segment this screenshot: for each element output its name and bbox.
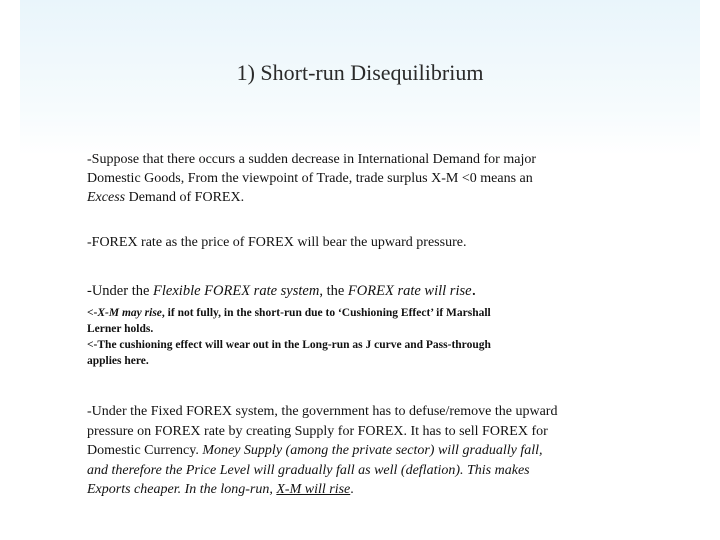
p3-lead: -Under the	[87, 283, 154, 299]
p4-line-3: <-The cushioning effect will wear out in the Long-run as J curve and Pass-through	[87, 339, 491, 351]
p4-lead: <-	[87, 307, 98, 319]
p5-line-3	[87, 441, 647, 461]
p1-excess-word: Excess	[87, 190, 126, 205]
paragraph-excess-demand	[87, 150, 647, 207]
p5-line-3-italic: Money Supply (among the private sector) will gradually fall,	[202, 443, 543, 458]
p5-line-5-underline: X-M will rise	[276, 482, 351, 497]
p5-line-5-end: .	[350, 482, 354, 497]
paragraph-flexible-system	[87, 280, 647, 301]
p3-system: Flexible FOREX rate system	[153, 283, 320, 299]
p1-line-3	[87, 188, 647, 207]
paragraph-upward-pressure: -FOREX rate as the price of FOREX will bear the upward pressure.	[87, 235, 467, 250]
p4-line-4: applies here.	[87, 355, 149, 367]
paragraph-cushioning-effect	[87, 305, 597, 369]
p3-end: .	[471, 279, 477, 299]
p5-line-2: pressure on FOREX rate by creating Supply for FOREX. It has to sell FOREX for	[87, 423, 548, 439]
p1-line-1: -Suppose that there occurs a sudden decrease in International Demand for major	[87, 152, 536, 167]
p4-em: X-M may rise	[97, 307, 162, 319]
p1-line-3-rest: Demand of FOREX.	[125, 190, 245, 205]
p5-line-5	[87, 480, 647, 500]
p4-line-1-rest: , if not fully, in the short-run due to ‘Cushioning Effect’ if Marshall	[161, 307, 491, 319]
p5-line-1: -Under the Fixed FOREX system, the government has to defuse/remove the upward	[87, 404, 558, 419]
p4-line-1	[87, 305, 597, 321]
p1-line-2: Domestic Goods, From the viewpoint of Trade, trade surplus X-M <0 means an	[87, 171, 533, 186]
paragraph-fixed-system	[87, 402, 647, 500]
p5-line-5-italic: Exports cheaper. In the long-run,	[87, 482, 277, 497]
p4-line-2: Lerner holds.	[87, 323, 154, 335]
p5-line-3-plain: Domestic Currency.	[87, 443, 203, 458]
slide-title: 1) Short-run Disequilibrium	[236, 60, 484, 85]
p5-line-4: and therefore the Price Level will gradually fall as well (deflation). This makes	[87, 462, 530, 478]
p3-mid: , the	[319, 283, 348, 299]
p3-result: FOREX rate will rise	[347, 283, 472, 299]
